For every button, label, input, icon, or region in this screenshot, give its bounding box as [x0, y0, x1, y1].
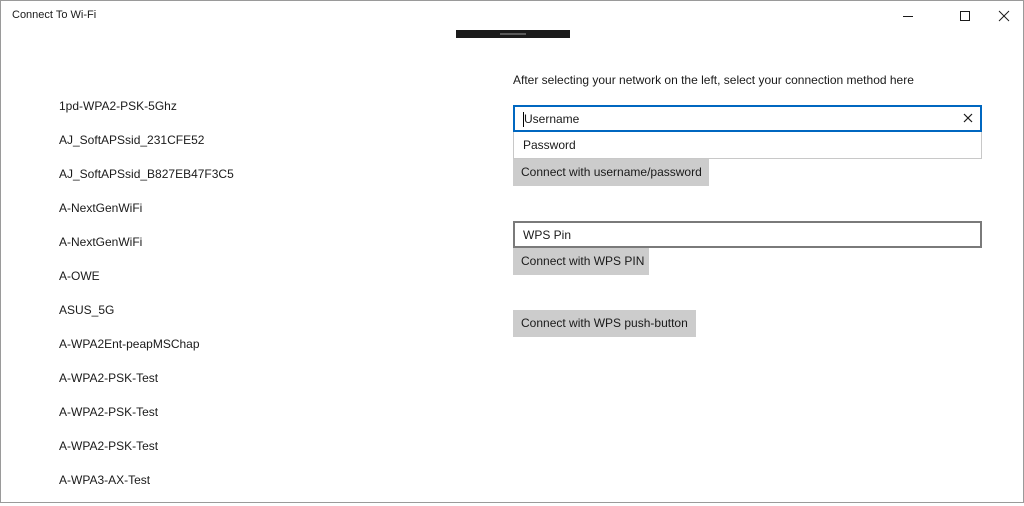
password-field[interactable]	[513, 132, 982, 159]
username-value: Username	[524, 112, 580, 126]
network-item[interactable]: AJ_SoftAPSsid_231CFE52	[59, 133, 205, 147]
network-item[interactable]: A-WPA2Ent-peapMSChap	[59, 337, 200, 351]
network-item[interactable]: ASUS_5G	[59, 303, 115, 317]
network-item[interactable]: A-NextGenWiFi	[59, 201, 143, 215]
drag-strip[interactable]	[456, 30, 570, 38]
username-field[interactable]	[513, 105, 982, 132]
network-item[interactable]: AJ_SoftAPSsid_B827EB47F3C5	[59, 167, 234, 181]
drag-handle[interactable]	[500, 33, 526, 35]
network-item[interactable]: A-WPA2-PSK-Test	[59, 405, 159, 419]
close-icon	[998, 10, 1010, 22]
minimize-icon	[902, 10, 914, 22]
wps-pin-value: WPS Pin	[523, 228, 572, 242]
minimize-button[interactable]	[885, 1, 931, 31]
window-title: Connect To Wi-Fi	[12, 9, 97, 21]
connection-instruction: After selecting your network on the left, select your connection method here	[513, 73, 914, 87]
close-button[interactable]	[981, 1, 1024, 31]
network-item[interactable]: A-WPA2-PSK-Test	[59, 371, 159, 385]
password-value: Password	[523, 138, 576, 152]
network-item[interactable]: A-WPA2-PSK-Test	[59, 439, 159, 453]
connect-wps-push-button[interactable]: Connect with WPS push-button	[513, 310, 696, 337]
connect-userpass-button[interactable]: Connect with username/password	[513, 159, 709, 186]
network-list	[59, 98, 234, 506]
network-item[interactable]: 1pd-WPA2-PSK-5Ghz	[59, 99, 177, 113]
connect-wps-pin-button[interactable]: Connect with WPS PIN	[513, 248, 649, 275]
clear-icon[interactable]	[961, 111, 975, 125]
title-bar[interactable]	[1, 1, 1023, 32]
network-item[interactable]: A-OWE	[59, 269, 100, 283]
maximize-icon	[959, 10, 971, 22]
network-item[interactable]: A-NextGenWiFi	[59, 235, 143, 249]
network-item[interactable]: A-WPA3-AX-Test	[59, 473, 151, 487]
wps-pin-field[interactable]	[513, 221, 982, 248]
